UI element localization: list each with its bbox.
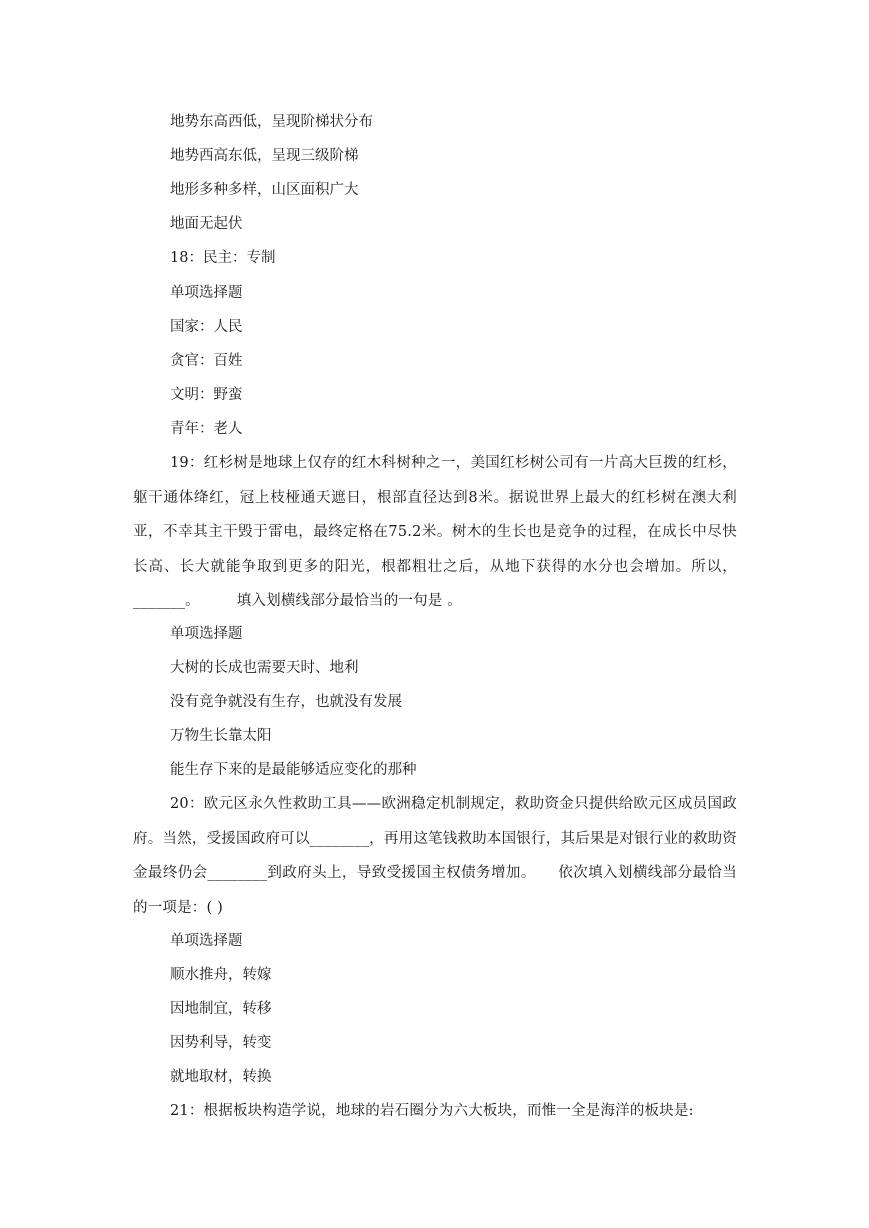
- q17-option-2: 地势西高东低，呈现三级阶梯: [170, 148, 359, 164]
- q17-option-4: 地面无起伏: [170, 216, 243, 232]
- q19-option-3: 万物生长靠太阳: [170, 728, 272, 744]
- q17-option-3: 地形多种多样，山区面积广大: [170, 182, 359, 198]
- q20-type: 单项选择题: [170, 933, 243, 949]
- q18-option-4: 青年：老人: [170, 421, 243, 437]
- q19-type: 单项选择题: [170, 626, 243, 642]
- q20-option-1: 顺水推舟，转嫁: [170, 967, 272, 983]
- q19-option-4: 能生存下来的是最能够适应变化的那种: [170, 762, 417, 778]
- q21-stem: 21：根据板块构造学说，地球的岩石圈分为六大板块，而惟一全是海洋的板块是:: [170, 1103, 694, 1119]
- q18-option-2: 贪官：百姓: [170, 353, 243, 369]
- q18-option-3: 文明：野蛮: [170, 387, 243, 403]
- q20-option-4: 就地取材，转换: [170, 1069, 272, 1085]
- q18-stem: 18：民主：专制: [170, 250, 276, 266]
- q17-option-1: 地势东高西低，呈现阶梯状分布: [170, 114, 373, 130]
- q19-option-1: 大树的长成也需要天时、地利: [170, 660, 359, 676]
- q20-option-3: 因势利导，转变: [170, 1035, 272, 1051]
- q19-stem: 19：红杉树是地球上仅存的红木科树种之一，美国红杉树公司有一片高大巨拨的红杉，躯干通体绛红，冠上枝桠通天遮日，根部直径达到8米。据说世界上最大的红杉树在澳大利亚，不幸其主干毁于雷电，最终定格在75.2米。树木的生长也是竞争的过程，在成长中尽快长高、长大就能争取到更多的阳光，根都粗壮之后，从地下获得的水分也会增加。所以，_______。 填入划横线部分最恰当的一句是 。: [133, 455, 737, 609]
- q20-option-2: 因地制宜，转移: [170, 1001, 272, 1017]
- q18-option-1: 国家：人民: [170, 319, 243, 335]
- q19-option-2: 没有竞争就没有生存，也就没有发展: [170, 694, 402, 710]
- q18-type: 单项选择题: [170, 285, 243, 301]
- q20-stem: 20：欧元区永久性救助工具——欧洲稳定机制规定，救助资金只提供给欧元区成员国政府。当然，受援国政府可以________，再用这笔钱救助本国银行，其后果是对银行业的救助资金最终仍会________到政府头上，导致受援国主权债务增加。 依次填入划横线部分最恰当的一项是：( ): [133, 796, 737, 916]
